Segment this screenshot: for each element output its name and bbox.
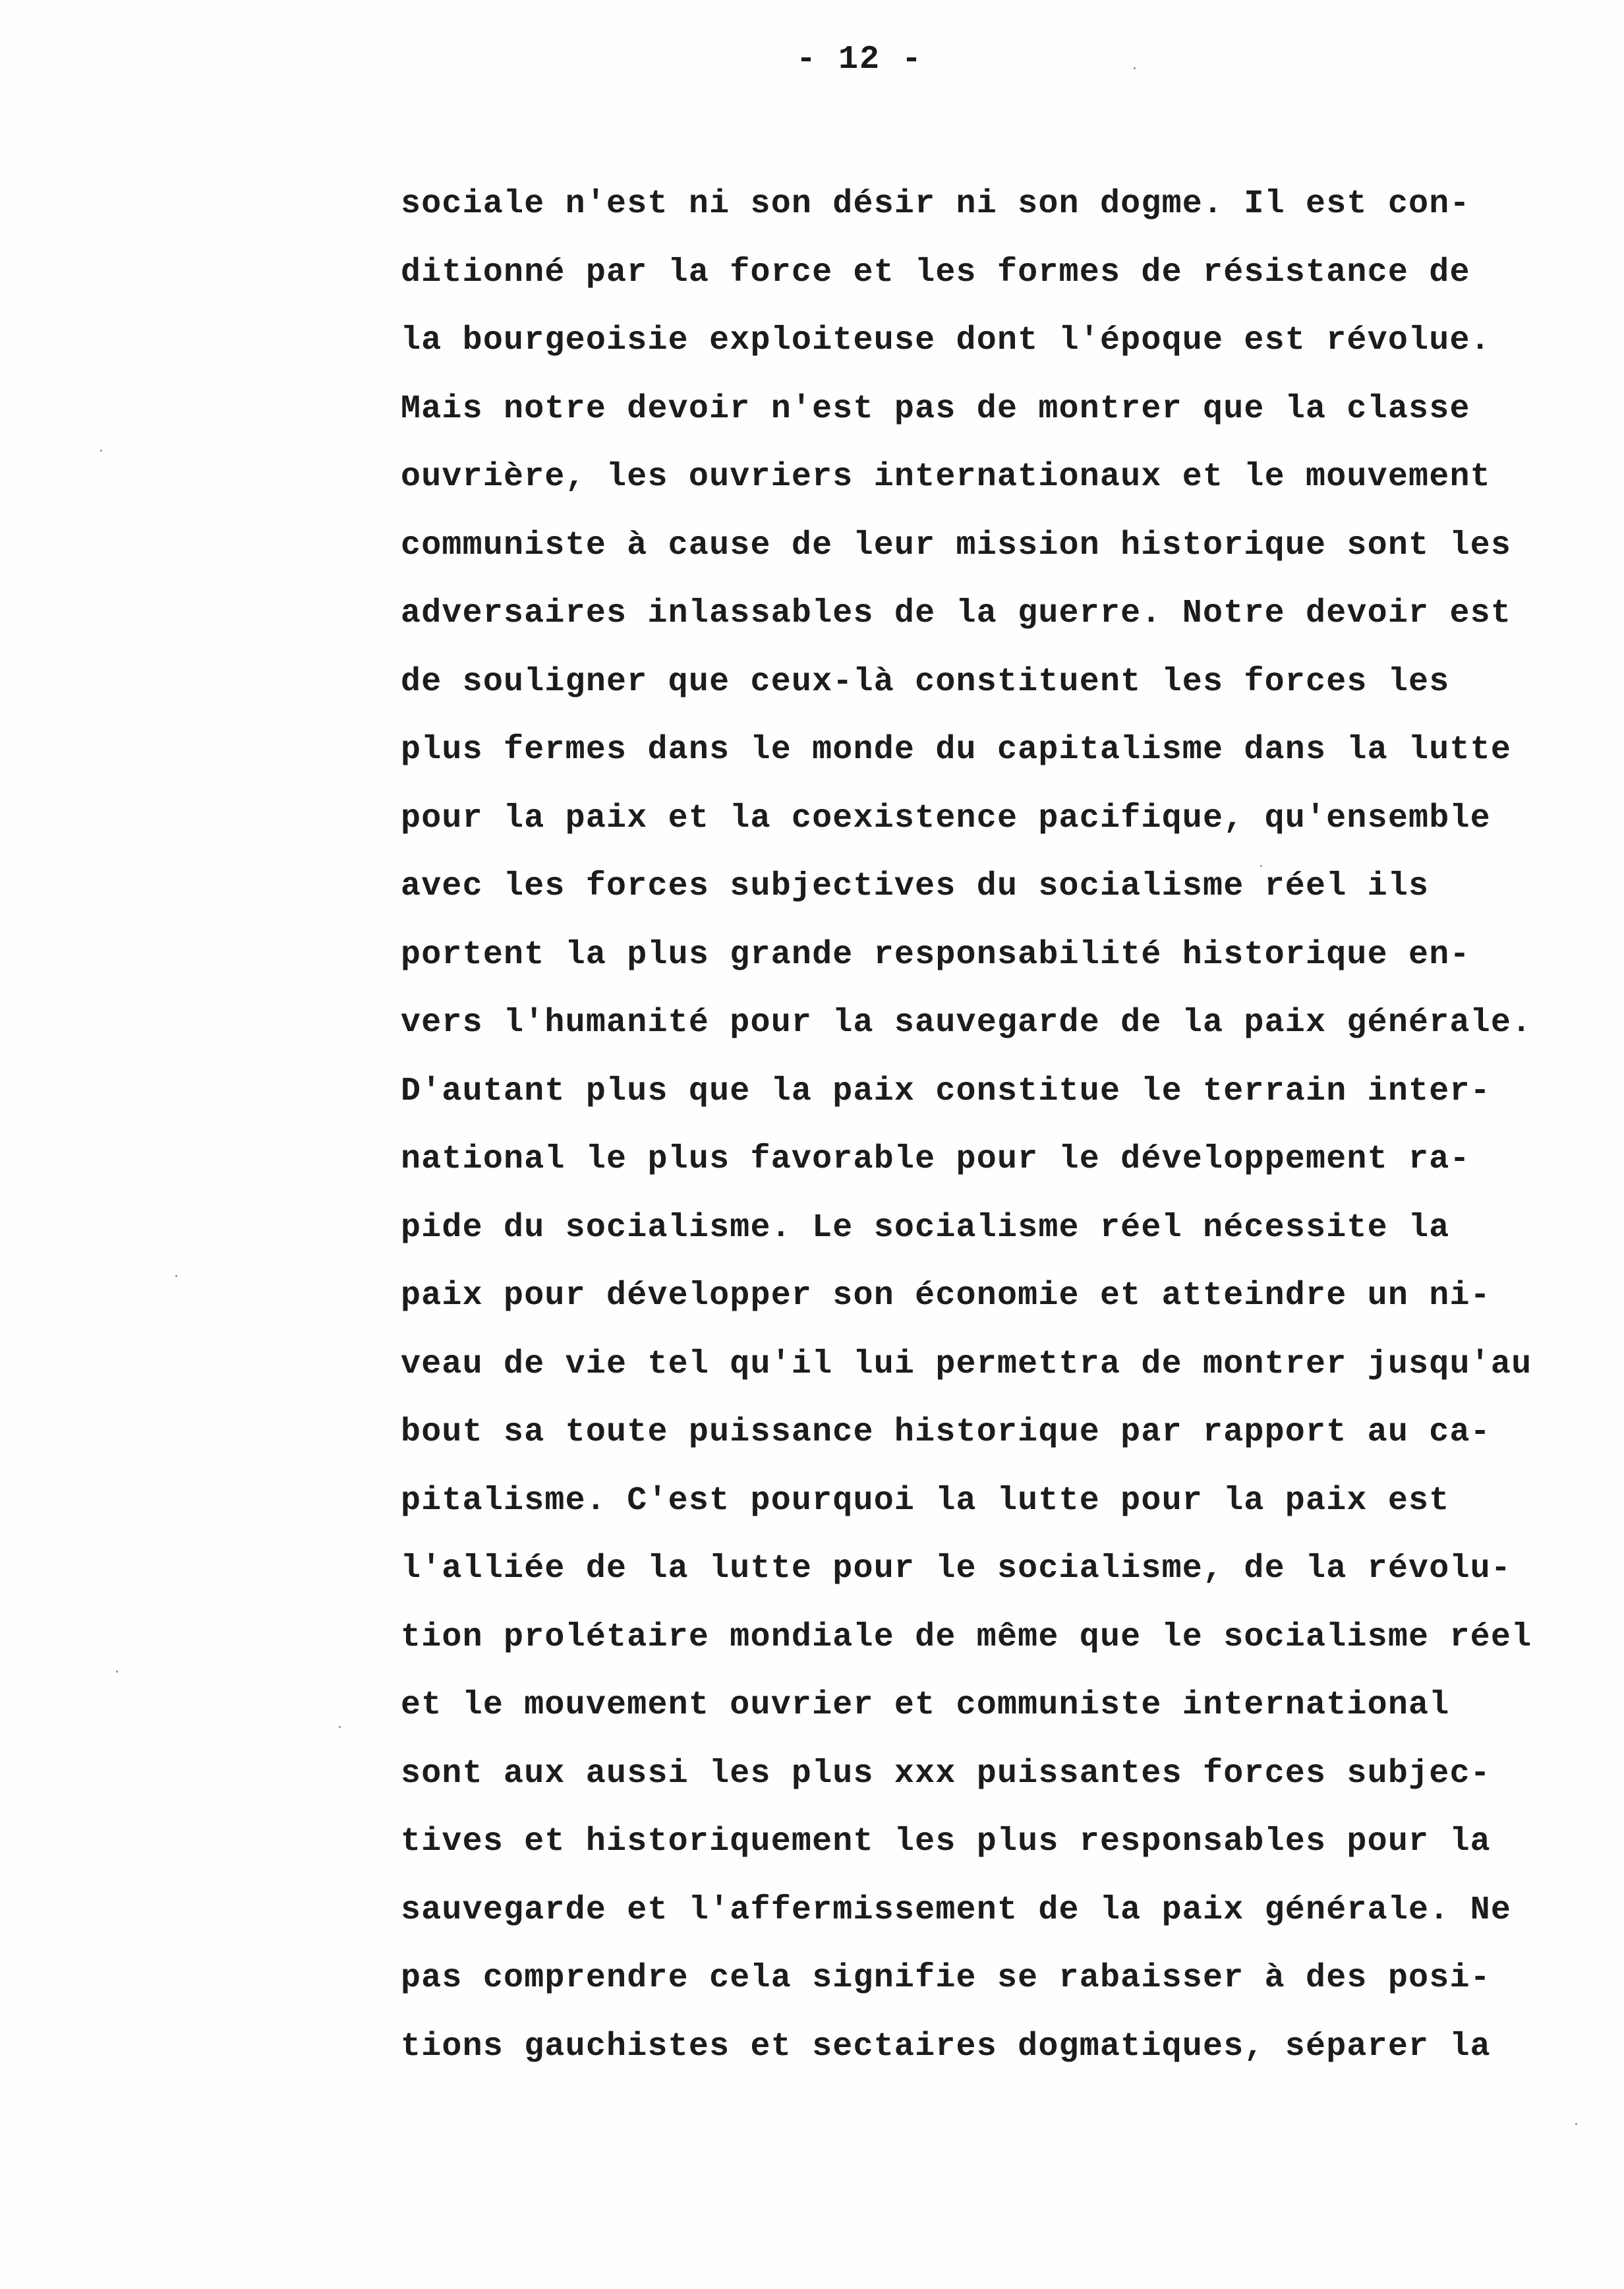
body-text	[401, 170, 1587, 2081]
text-line: portent la plus grande responsabilité historique en-	[401, 936, 1470, 974]
text-line: sont aux aussi les plus xxx puissantes forces subjec-	[401, 1754, 1491, 1793]
text-line: pour la paix et la coexistence pacifique, qu'ensemble	[401, 799, 1491, 837]
text-line: pas comprendre cela signifie se rabaisser à des posi-	[401, 1959, 1491, 1997]
text-line: communiste à cause de leur mission historique sont les	[401, 526, 1512, 564]
text-line: tion prolétaire mondiale de même que le socialisme réel	[401, 1618, 1532, 1656]
text-line: paix pour développer son économie et atteindre un ni-	[401, 1277, 1491, 1315]
scan-speck	[116, 1671, 118, 1673]
text-line: et le mouvement ouvrier et communiste international	[401, 1686, 1450, 1724]
text-line: adversaires inlassables de la guerre. Notre devoir est	[401, 595, 1512, 632]
scan-speck	[100, 450, 102, 452]
text-line: D'autant plus que la paix constitue le terrain inter-	[401, 1072, 1491, 1110]
text-line: tives et historiquement les plus responsables pour la	[401, 1823, 1491, 1860]
text-line: ouvrière, les ouvriers internationaux et le mouvement	[401, 458, 1491, 496]
scan-speck	[175, 1275, 177, 1277]
text-line: national le plus favorable pour le développement ra-	[401, 1141, 1470, 1178]
scan-speck	[339, 1726, 341, 1728]
text-line: avec les forces subjectives du socialisme réel ils	[401, 868, 1430, 905]
scan-speck	[1260, 865, 1262, 867]
text-line: sociale n'est ni son désir ni son dogme. Il est con-	[401, 185, 1470, 223]
text-line: pitalisme. C'est pourquoi la lutte pour la paix est	[401, 1481, 1450, 1520]
scan-speck	[1134, 67, 1136, 69]
page-number: - 12 -	[796, 41, 923, 78]
text-line: de souligner que ceux-là constituent les forces les	[401, 663, 1450, 701]
text-line: tions gauchistes et sectaires dogmatiques, séparer la	[401, 2027, 1491, 2066]
text-line: plus fermes dans le monde du capitalisme dans la lutte	[401, 731, 1512, 769]
text-line: sauvegarde et l'affermissement de la paix générale. Ne	[401, 1891, 1512, 1929]
text-line: ditionné par la force et les formes de résistance de	[401, 253, 1470, 291]
text-line: bout sa toute puissance historique par rapport au ca-	[401, 1413, 1491, 1451]
text-line: la bourgeoisie exploiteuse dont l'époque est révolue.	[401, 322, 1491, 359]
scan-speck	[1575, 2123, 1577, 2125]
text-line: veau de vie tel qu'il lui permettra de montrer jusqu'au	[401, 1345, 1532, 1383]
text-line: pide du socialisme. Le socialisme réel nécessite la	[401, 1208, 1450, 1247]
text-line: Mais notre devoir n'est pas de montrer que la classe	[401, 390, 1470, 428]
text-line: vers l'humanité pour la sauvegarde de la paix générale.	[401, 1004, 1532, 1042]
text-line: l'alliée de la lutte pour le socialisme, de la révolu-	[401, 1550, 1512, 1588]
